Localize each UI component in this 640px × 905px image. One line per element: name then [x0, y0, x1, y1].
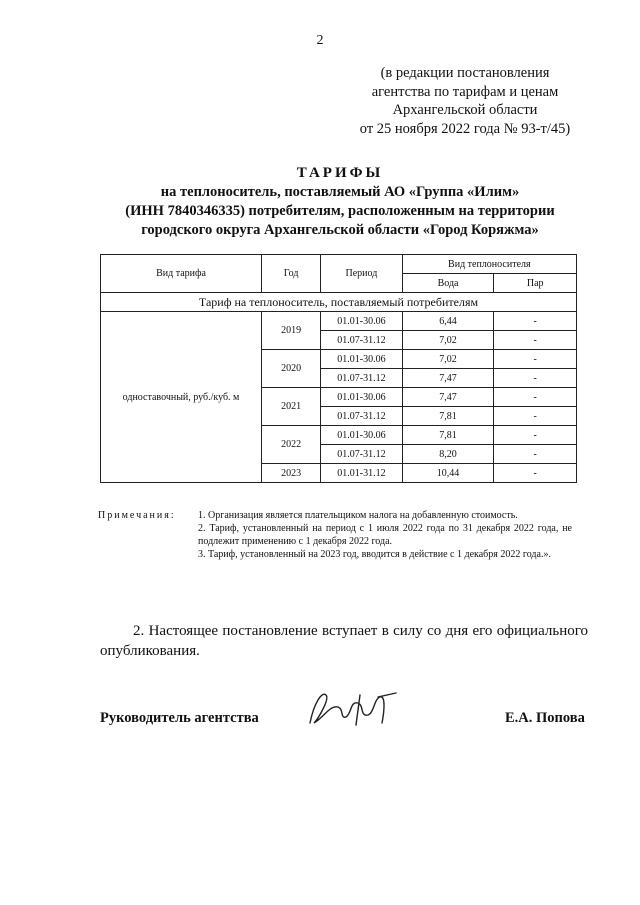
header-year: Год	[262, 255, 321, 293]
note-item: 3. Тариф, установленный на 2023 год, вводится в действие с 1 декабря 2022 года.».	[198, 549, 551, 560]
period-cell: 01.01-30.06	[321, 388, 403, 407]
water-cell: 7,47	[402, 369, 494, 388]
steam-cell: -	[494, 369, 577, 388]
notes-block	[98, 509, 572, 561]
page-number: 2	[316, 33, 324, 48]
header-steam: Пар	[494, 274, 577, 293]
signature-name: Е.А. Попова	[505, 710, 585, 726]
edition-line: (в редакции постановления	[380, 65, 550, 81]
title-main: ТАРИФЫ	[296, 165, 384, 181]
period-cell: 01.07-31.12	[321, 407, 403, 426]
signature-position: Руководитель агентства	[100, 710, 259, 726]
year-cell: 2023	[262, 464, 321, 483]
edition-note	[330, 64, 600, 138]
period-cell: 01.01-30.06	[321, 350, 403, 369]
note-item: 1. Организация является плательщиком налога на добавленную стоимость.	[198, 510, 518, 521]
steam-cell: -	[494, 388, 577, 407]
title-line: на теплоноситель, поставляемый АО «Группа «Илим»	[160, 184, 520, 200]
edition-line: Архангельской области	[392, 102, 538, 118]
period-cell: 01.01-30.06	[321, 312, 403, 331]
header-period: Период	[321, 255, 403, 293]
water-cell: 10,44	[402, 464, 494, 483]
year-cell: 2022	[262, 426, 321, 464]
year-cell: 2020	[262, 350, 321, 388]
tariff-name-cell: одноставочный, руб./куб. м	[101, 312, 262, 483]
water-cell: 7,02	[402, 350, 494, 369]
section-row	[101, 293, 577, 312]
steam-cell: -	[494, 464, 577, 483]
steam-cell: -	[494, 445, 577, 464]
period-cell: 01.07-31.12	[321, 445, 403, 464]
header-tariff-type: Вид тарифа	[101, 255, 262, 293]
water-cell: 7,02	[402, 331, 494, 350]
note-item: 2. Тариф, установленный на период с 1 июля 2022 года по 31 декабря 2022 года, не подлежит применению с 1 декабря 2022 года.	[198, 523, 572, 547]
steam-cell: -	[494, 331, 577, 350]
year-cell: 2021	[262, 388, 321, 426]
section-title: Тариф на теплоноситель, поставляемый потребителям	[101, 293, 577, 312]
header-water: Вода	[402, 274, 494, 293]
water-cell: 6,44	[402, 312, 494, 331]
steam-cell: -	[494, 426, 577, 445]
water-cell: 8,20	[402, 445, 494, 464]
steam-cell: -	[494, 350, 577, 369]
header-carrier: Вид теплоносителя	[402, 255, 576, 274]
title-line: (ИНН 7840346335) потребителям, расположенным на территории	[125, 203, 555, 219]
edition-line: от 25 ноября 2022 года № 93-т/45)	[359, 120, 571, 137]
edition-line: агентства по тарифам и ценам	[371, 83, 559, 100]
tariff-table	[100, 254, 577, 483]
document-title	[80, 164, 600, 240]
title-line: городского округа Архангельской области «Город Коряжма»	[141, 222, 539, 238]
year-cell: 2019	[262, 312, 321, 350]
steam-cell: -	[494, 407, 577, 426]
water-cell: 7,81	[402, 407, 494, 426]
notes-label: Примечания:	[98, 510, 176, 521]
period-cell: 01.07-31.12	[321, 331, 403, 350]
water-cell: 7,47	[402, 388, 494, 407]
signature-scribble-icon	[300, 683, 410, 733]
period-cell: 01.01-31.12	[321, 464, 403, 483]
period-cell: 01.01-30.06	[321, 426, 403, 445]
water-cell: 7,81	[402, 426, 494, 445]
period-cell: 01.07-31.12	[321, 369, 403, 388]
paragraph-2: 2. Настоящее постановление вступает в силу со дня его официального опубликования.	[100, 623, 588, 659]
table-row	[101, 312, 577, 331]
table-header-row	[101, 255, 577, 274]
steam-cell: -	[494, 312, 577, 331]
